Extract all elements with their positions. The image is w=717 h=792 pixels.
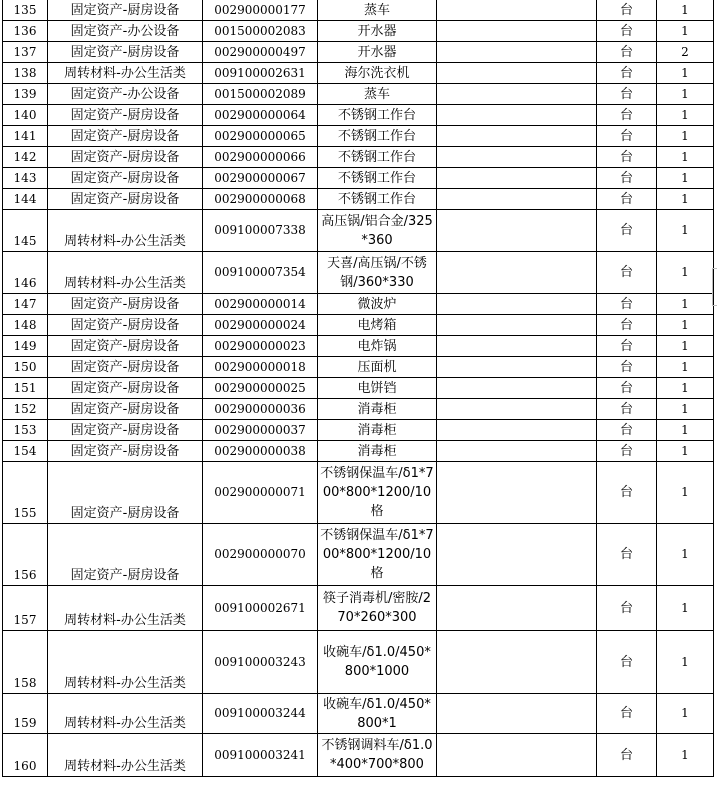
quantity-cell: 1 (657, 0, 714, 21)
code-cell: 002900000067 (203, 168, 318, 189)
table-row (3, 631, 714, 694)
unit-cell: 台 (597, 441, 657, 462)
empty-cell (437, 189, 597, 210)
unit-cell: 台 (597, 252, 657, 294)
table-row (3, 336, 714, 357)
empty-cell (437, 63, 597, 84)
row-number: 142 (3, 147, 48, 168)
empty-cell (437, 357, 597, 378)
table-row (3, 0, 714, 21)
empty-cell (437, 294, 597, 315)
name-cell: 收碗车/δ1.0/450*800*1000 (318, 631, 437, 694)
empty-cell (437, 42, 597, 63)
empty-cell (437, 694, 597, 734)
table-row (3, 734, 714, 777)
row-number: 137 (3, 42, 48, 63)
code-cell: 002900000025 (203, 378, 318, 399)
row-number: 139 (3, 84, 48, 105)
table-row (3, 168, 714, 189)
name-cell: 海尔洗衣机 (318, 63, 437, 84)
table-body (3, 0, 714, 777)
category-cell: 固定资产-办公设备 (48, 84, 203, 105)
category-cell: 固定资产-厨房设备 (48, 105, 203, 126)
name-cell: 蒸车 (318, 84, 437, 105)
quantity-cell: 1 (657, 586, 714, 631)
row-number: 159 (3, 694, 48, 734)
category-cell: 固定资产-厨房设备 (48, 420, 203, 441)
name-cell: 蒸车 (318, 0, 437, 21)
unit-cell: 台 (597, 631, 657, 694)
empty-cell (437, 631, 597, 694)
empty-cell (437, 105, 597, 126)
row-number: 145 (3, 210, 48, 252)
name-cell: 电炸锅 (318, 336, 437, 357)
unit-cell: 台 (597, 524, 657, 586)
row-number: 148 (3, 315, 48, 336)
category-cell: 固定资产-厨房设备 (48, 399, 203, 420)
empty-cell (437, 210, 597, 252)
category-cell: 固定资产-厨房设备 (48, 441, 203, 462)
row-number: 149 (3, 336, 48, 357)
quantity-cell: 1 (657, 168, 714, 189)
code-cell: 009100003244 (203, 694, 318, 734)
empty-cell (437, 462, 597, 524)
code-cell: 002900000497 (203, 42, 318, 63)
category-cell: 周转材料-办公生活类 (48, 586, 203, 631)
row-number: 152 (3, 399, 48, 420)
code-cell: 009100002631 (203, 63, 318, 84)
quantity-cell: 1 (657, 84, 714, 105)
name-cell: 收碗车/δ1.0/450*800*1 (318, 694, 437, 734)
code-cell: 002900000038 (203, 441, 318, 462)
empty-cell (437, 734, 597, 777)
category-cell: 固定资产-办公设备 (48, 21, 203, 42)
unit-cell: 台 (597, 586, 657, 631)
category-cell: 固定资产-厨房设备 (48, 524, 203, 586)
row-number: 147 (3, 294, 48, 315)
category-cell: 固定资产-厨房设备 (48, 147, 203, 168)
table-row (3, 63, 714, 84)
code-cell: 001500002083 (203, 21, 318, 42)
asset-table (2, 0, 714, 777)
table-row (3, 21, 714, 42)
name-cell: 不锈钢工作台 (318, 168, 437, 189)
category-cell: 周转材料-办公生活类 (48, 63, 203, 84)
table-row (3, 105, 714, 126)
empty-cell (437, 84, 597, 105)
name-cell: 不锈钢调料车/δ1.0*400*700*800 (318, 734, 437, 777)
unit-cell: 台 (597, 63, 657, 84)
quantity-cell: 1 (657, 315, 714, 336)
name-cell: 不锈钢保温车/δ1*700*800*1200/10格 (318, 462, 437, 524)
table-row (3, 524, 714, 586)
quantity-cell: 1 (657, 399, 714, 420)
table-row (3, 357, 714, 378)
quantity-cell: 1 (657, 294, 714, 315)
category-cell: 周转材料-办公生活类 (48, 694, 203, 734)
row-number: 155 (3, 462, 48, 524)
table-row (3, 189, 714, 210)
quantity-cell: 1 (657, 462, 714, 524)
category-cell: 固定资产-厨房设备 (48, 189, 203, 210)
name-cell: 微波炉 (318, 294, 437, 315)
code-cell: 001500002089 (203, 84, 318, 105)
unit-cell: 台 (597, 734, 657, 777)
code-cell: 002900000071 (203, 462, 318, 524)
row-number: 154 (3, 441, 48, 462)
row-number: 141 (3, 126, 48, 147)
category-cell: 周转材料-办公生活类 (48, 734, 203, 777)
unit-cell: 台 (597, 336, 657, 357)
name-cell: 不锈钢保温车/δ1*700*800*1200/10格 (318, 524, 437, 586)
empty-cell (437, 0, 597, 21)
table-row (3, 420, 714, 441)
table-row (3, 586, 714, 631)
table-row (3, 294, 714, 315)
code-cell: 009100007354 (203, 252, 318, 294)
table-row (3, 441, 714, 462)
name-cell: 不锈钢工作台 (318, 105, 437, 126)
category-cell: 固定资产-厨房设备 (48, 336, 203, 357)
unit-cell: 台 (597, 147, 657, 168)
code-cell: 002900000066 (203, 147, 318, 168)
quantity-cell: 1 (657, 105, 714, 126)
category-cell: 固定资产-厨房设备 (48, 168, 203, 189)
empty-cell (437, 336, 597, 357)
row-number: 136 (3, 21, 48, 42)
name-cell: 高压锅/铝合金/325*360 (318, 210, 437, 252)
empty-cell (437, 147, 597, 168)
category-cell: 周转材料-办公生活类 (48, 631, 203, 694)
table-row (3, 378, 714, 399)
row-number: 151 (3, 378, 48, 399)
quantity-cell: 1 (657, 694, 714, 734)
category-cell: 固定资产-厨房设备 (48, 126, 203, 147)
row-number: 140 (3, 105, 48, 126)
code-cell: 009100003241 (203, 734, 318, 777)
quantity-cell: 1 (657, 252, 714, 294)
row-number: 144 (3, 189, 48, 210)
code-cell: 002900000024 (203, 315, 318, 336)
code-cell: 002900000065 (203, 126, 318, 147)
unit-cell: 台 (597, 399, 657, 420)
quantity-cell: 1 (657, 378, 714, 399)
quantity-cell: 1 (657, 210, 714, 252)
row-number: 156 (3, 524, 48, 586)
code-cell: 002900000036 (203, 399, 318, 420)
code-cell: 002900000023 (203, 336, 318, 357)
code-cell: 009100003243 (203, 631, 318, 694)
table-row (3, 147, 714, 168)
empty-cell (437, 21, 597, 42)
name-cell: 电饼铛 (318, 378, 437, 399)
quantity-cell: 1 (657, 147, 714, 168)
unit-cell: 台 (597, 378, 657, 399)
quantity-cell: 1 (657, 734, 714, 777)
row-number: 138 (3, 63, 48, 84)
empty-cell (437, 399, 597, 420)
empty-cell (437, 315, 597, 336)
empty-cell (437, 252, 597, 294)
category-cell: 固定资产-厨房设备 (48, 357, 203, 378)
unit-cell: 台 (597, 694, 657, 734)
name-cell: 不锈钢工作台 (318, 189, 437, 210)
quantity-cell: 1 (657, 420, 714, 441)
code-cell: 002900000014 (203, 294, 318, 315)
code-cell: 009100007338 (203, 210, 318, 252)
category-cell: 周转材料-办公生活类 (48, 252, 203, 294)
table-row (3, 42, 714, 63)
name-cell: 压面机 (318, 357, 437, 378)
table-row (3, 210, 714, 252)
empty-cell (437, 586, 597, 631)
empty-cell (437, 378, 597, 399)
code-cell: 002900000068 (203, 189, 318, 210)
category-cell: 固定资产-厨房设备 (48, 0, 203, 21)
table-row (3, 315, 714, 336)
name-cell: 消毒柜 (318, 399, 437, 420)
empty-cell (437, 441, 597, 462)
quantity-cell: 1 (657, 189, 714, 210)
quantity-cell: 1 (657, 631, 714, 694)
name-cell: 开水器 (318, 21, 437, 42)
code-cell: 002900000018 (203, 357, 318, 378)
unit-cell: 台 (597, 42, 657, 63)
category-cell: 固定资产-厨房设备 (48, 315, 203, 336)
unit-cell: 台 (597, 462, 657, 524)
unit-cell: 台 (597, 189, 657, 210)
row-number: 135 (3, 0, 48, 21)
row-number: 153 (3, 420, 48, 441)
name-cell: 开水器 (318, 42, 437, 63)
quantity-cell: 2 (657, 42, 714, 63)
row-number: 157 (3, 586, 48, 631)
code-cell: 002900000037 (203, 420, 318, 441)
table-row (3, 462, 714, 524)
empty-cell (437, 126, 597, 147)
window-edge-mark (712, 268, 717, 306)
table-row (3, 84, 714, 105)
row-number: 146 (3, 252, 48, 294)
name-cell: 消毒柜 (318, 441, 437, 462)
category-cell: 固定资产-厨房设备 (48, 378, 203, 399)
unit-cell: 台 (597, 105, 657, 126)
table-row (3, 126, 714, 147)
unit-cell: 台 (597, 420, 657, 441)
quantity-cell: 1 (657, 126, 714, 147)
name-cell: 筷子消毒机/密胺/270*260*300 (318, 586, 437, 631)
category-cell: 固定资产-厨房设备 (48, 462, 203, 524)
quantity-cell: 1 (657, 63, 714, 84)
unit-cell: 台 (597, 0, 657, 21)
row-number: 150 (3, 357, 48, 378)
code-cell: 002900000070 (203, 524, 318, 586)
empty-cell (437, 168, 597, 189)
unit-cell: 台 (597, 357, 657, 378)
empty-cell (437, 524, 597, 586)
name-cell: 天喜/高压锅/不锈钢/360*330 (318, 252, 437, 294)
quantity-cell: 1 (657, 357, 714, 378)
unit-cell: 台 (597, 84, 657, 105)
name-cell: 电烤箱 (318, 315, 437, 336)
table-row (3, 399, 714, 420)
table-row (3, 252, 714, 294)
name-cell: 消毒柜 (318, 420, 437, 441)
category-cell: 固定资产-厨房设备 (48, 294, 203, 315)
unit-cell: 台 (597, 315, 657, 336)
name-cell: 不锈钢工作台 (318, 126, 437, 147)
code-cell: 002900000177 (203, 0, 318, 21)
quantity-cell: 1 (657, 524, 714, 586)
code-cell: 009100002671 (203, 586, 318, 631)
name-cell: 不锈钢工作台 (318, 147, 437, 168)
code-cell: 002900000064 (203, 105, 318, 126)
unit-cell: 台 (597, 168, 657, 189)
unit-cell: 台 (597, 294, 657, 315)
row-number: 143 (3, 168, 48, 189)
empty-cell (437, 420, 597, 441)
category-cell: 固定资产-厨房设备 (48, 42, 203, 63)
quantity-cell: 1 (657, 336, 714, 357)
table-row (3, 694, 714, 734)
quantity-cell: 1 (657, 441, 714, 462)
quantity-cell: 1 (657, 21, 714, 42)
row-number: 160 (3, 734, 48, 777)
unit-cell: 台 (597, 126, 657, 147)
unit-cell: 台 (597, 210, 657, 252)
unit-cell: 台 (597, 21, 657, 42)
row-number: 158 (3, 631, 48, 694)
category-cell: 周转材料-办公生活类 (48, 210, 203, 252)
